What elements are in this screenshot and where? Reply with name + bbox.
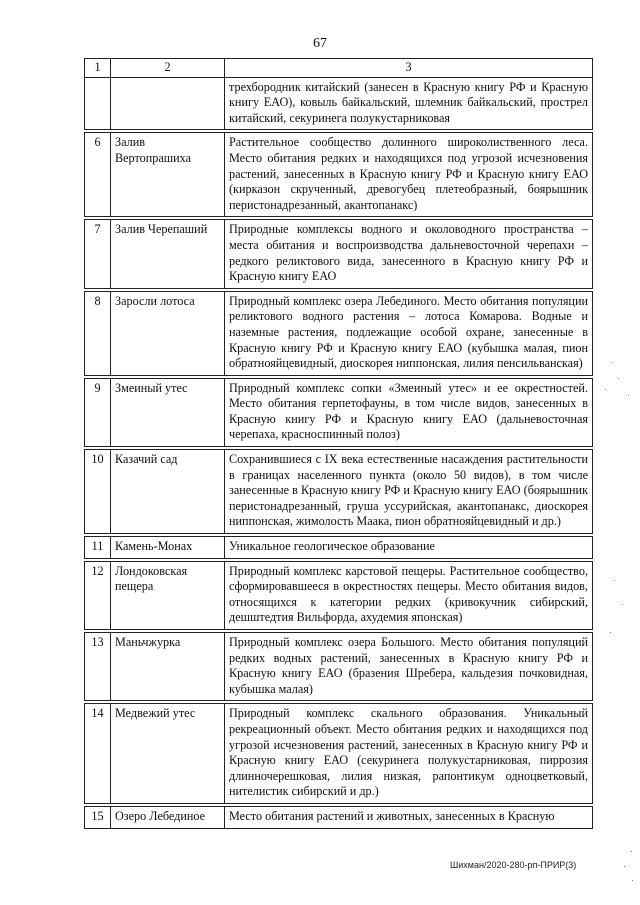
table-row (85, 535, 593, 560)
row-name: Змеиный утес (111, 377, 225, 448)
table-row (85, 290, 593, 377)
row-description: Природный комплекс озера Большого. Место обитания популяций редких водных растений, занесенных в Красную книгу РФ и Красную книгу ЕАО (бразения Шребера, кальдезия почковидная, кубышка малая) (225, 631, 593, 702)
row-name: Казачий сад (111, 448, 225, 535)
row-number: 10 (85, 448, 111, 535)
document-code: Шихман/2020-280-рп-ПРИР(3) (450, 860, 577, 870)
row-description: Природные комплексы водного и околоводного пространства – места обитания и воспроизводства дальневосточной черепахи – редкого реликтового вида, занесенного в Красную книгу РФ и Красную книгу ЕАО (225, 218, 593, 289)
row-name: Залив Черепаший (111, 218, 225, 289)
row-number: 15 (85, 805, 111, 828)
table-row (85, 77, 593, 131)
row-description: Природный комплекс сопки «Змеиный утес» и ее окрестностей. Место обитания герпетофауны, в том числе видов, занесенных в Красную книгу РФ и Красную книгу ЕАО (дальневосточная черепаха, красноспинный полоз) (225, 377, 593, 448)
header-col-1: 1 (85, 59, 111, 78)
row-number: 14 (85, 702, 111, 805)
row-description: Природный комплекс карстовой пещеры. Растительное сообщество, сформировавшееся в окрестностях пещеры. Место обитания видов, относящихся к категории редких (кривокучник сибирский, дешштедтия Вильфорда, ахудемия японская) (225, 560, 593, 631)
protected-areas-table (84, 58, 593, 829)
row-number (85, 77, 111, 131)
table-row (85, 805, 593, 828)
table-row (85, 131, 593, 218)
row-name: Маньчжурка (111, 631, 225, 702)
row-name: Камень-Монах (111, 535, 225, 560)
row-number: 8 (85, 290, 111, 377)
table-row (85, 218, 593, 289)
row-description: Сохранившиеся с IX века естественные насаждения растительности в границах населенного пункта (около 50 видов), в том числе занесенные в Красную книгу РФ и Красную книгу ЕАО (боярышник перистонадрезанный, груша уссурийская, акантопанакс, диоскорея ниппонская, жимолость Маака, пион обратнояйцевидный и др.) (225, 448, 593, 535)
page-number: 67 (313, 36, 327, 51)
row-name: Медвежий утес (111, 702, 225, 805)
row-name: Заросли лотоса (111, 290, 225, 377)
header-col-3: 3 (225, 59, 593, 78)
row-name: Озеро Лебединое (111, 805, 225, 828)
table-row (85, 702, 593, 805)
row-number: 13 (85, 631, 111, 702)
row-name (111, 77, 225, 131)
row-name: Залив Вертопрашиха (111, 131, 225, 218)
table-row (85, 560, 593, 631)
row-description: трехбородник китайский (занесен в Красную книгу РФ и Красную книгу ЕАО), ковыль байкальский, шлемник байкальский, прострел китайский, секуринега полукустарниковая (225, 77, 593, 131)
row-description: Уникальное геологическое образование (225, 535, 593, 560)
table-row (85, 631, 593, 702)
row-number: 7 (85, 218, 111, 289)
row-number: 9 (85, 377, 111, 448)
row-number: 6 (85, 131, 111, 218)
header-col-2: 2 (111, 59, 225, 78)
row-number: 12 (85, 560, 111, 631)
row-name: Лондоковская пещера (111, 560, 225, 631)
table-header-row (85, 59, 593, 78)
row-description: Природный комплекс скального образования. Уникальный рекреационный объект. Место обитания редких и находящихся под угрозой исчезновения растений, занесенных в Красную книгу РФ и Красную книгу ЕАО (секуринега полукустарниковая, пиррозия длинночерешковая, лилия низкая, рапонтикум одноцветковый, нителистик сибирский и др.) (225, 702, 593, 805)
table-row (85, 448, 593, 535)
row-description: Место обитания растений и животных, занесенных в Красную (225, 805, 593, 828)
row-description: Природный комплекс озера Лебединого. Место обитания популяции реликтового водного растения – лотоса Комарова. Водные и наземные растения, подлежащие особой охране, занесенные в Красную книгу РФ и Красную книгу ЕАО (кубышка малая, пион обратнояйцевидный, диоскорея ниппонская, лилия пенсильванская) (225, 290, 593, 377)
row-description: Растительное сообщество долинного широколиственного леса. Место обитания редких и находящихся под угрозой исчезновения растений, занесенных в Красную книгу РФ и Красную книгу ЕАО (кирказон скрученный, древогубец плетеобразный, боярышник перистонадрезанный, акантопанакс) (225, 131, 593, 218)
row-number: 11 (85, 535, 111, 560)
table-row (85, 377, 593, 448)
